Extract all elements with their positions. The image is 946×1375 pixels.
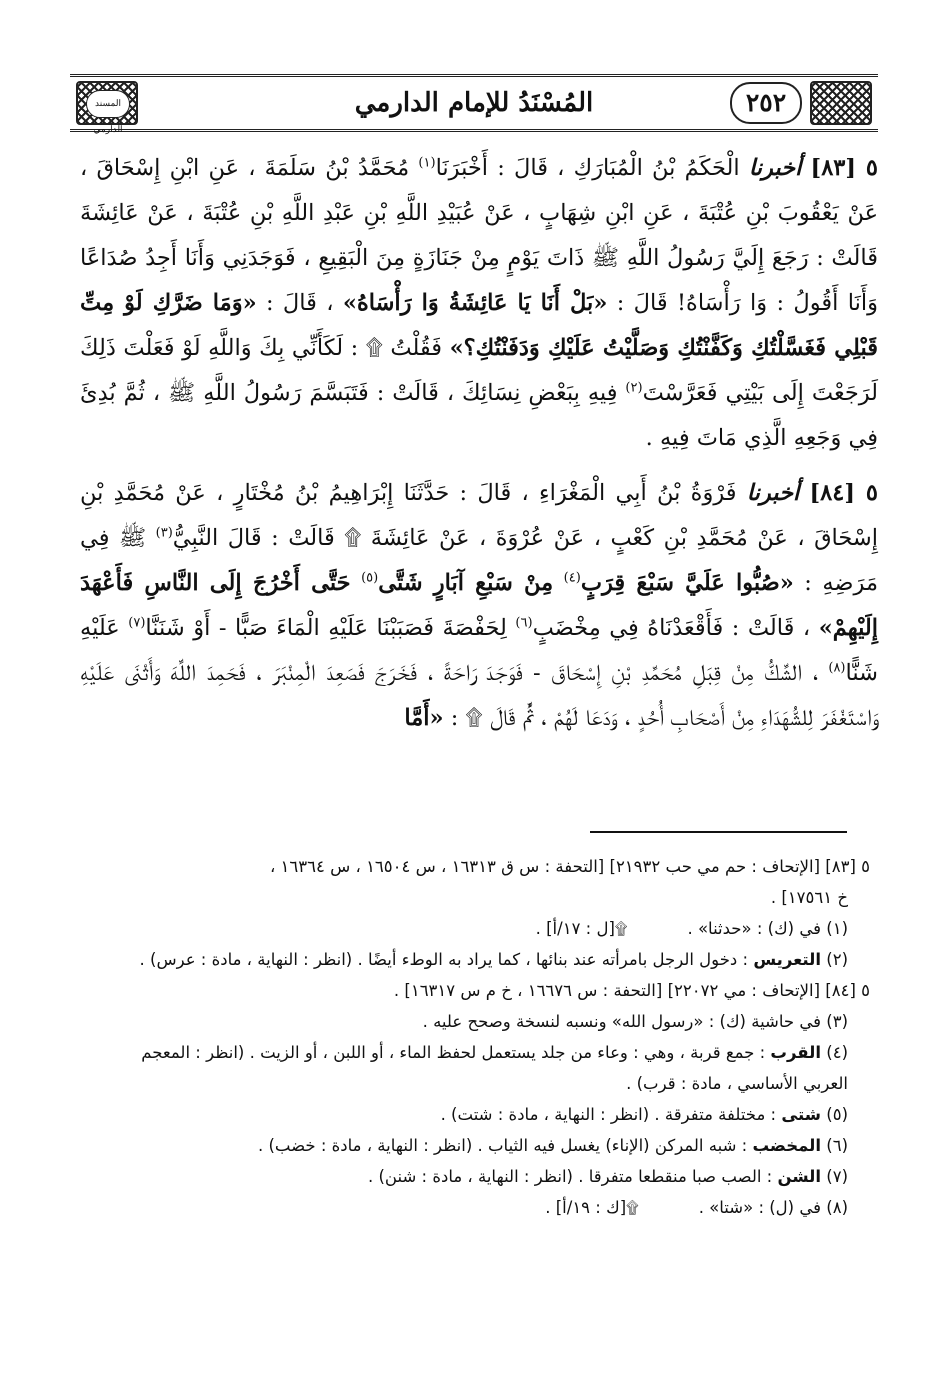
hadith-83	[80, 146, 878, 461]
hadith-number: ٥ [٨٤]	[809, 480, 878, 506]
footnote-83-cont: خ ١٧٥٦١] .	[770, 888, 848, 907]
hadith-text-segment: فَقُلْتُ ۩ : لَكَأَنِّي بِكَ وَاللَّهِ لَوْ فَعَلْتَ ذَلِكَ لَرَجَعْتَ إِلَى بَيْتِي فَعَرَّسْتَ	[80, 335, 878, 406]
footnote-1-row	[80, 913, 870, 944]
footnote-marker: (٥)	[361, 570, 379, 586]
prophetic-quote: حَتَّى أَخْرُجَ إِلَى النَّاسِ فَأَعْهَدَ إِلَيْهِمْ»	[80, 570, 879, 641]
footnote-term: المخضب	[752, 1136, 821, 1155]
prophetic-quote: «بَلْ أَنَا يَا عَائِشَةُ وَا رَأْسَاهُ»	[342, 290, 608, 316]
header-ornament-right	[810, 81, 872, 125]
footnote-label: (٦)	[826, 1136, 848, 1155]
hadith-text-segment: مُحَمَّدُ بْنُ سَلَمَةَ ، عَنِ ابْنِ إِسْحَاقَ ، عَنْ يَعْقُوبَ بْنِ عُتْبَةَ ، عَنِ ابْنِ شِهَابٍ ، عَنْ عُبَيْدِ اللَّهِ بْنِ عَبْدِ اللَّهِ بْنِ عُتْبَةَ ، عَنْ عَائِشَةَ قَالَتْ : رَجَعَ إِلَيَّ رَسُولُ اللَّهِ ﷺ ذَاتَ يَوْمٍ مِنْ جَنَازَةٍ مِنَ الْبَقِيعِ ، فَوَجَدَنِي وَأَنَا أَجِدُ صُدَاعًا وَأَنَا أَقُولُ : وَا رَأْسَاهُ! قَالَ :	[80, 155, 878, 316]
hadith-number: ٥ [٨٣]	[810, 155, 878, 181]
footnote-3: (٣) في حاشية (ك) : «رسول الله» ونسبه لنسخة وصحح عليه .	[422, 1012, 848, 1031]
footnote-label: (٤)	[826, 1043, 848, 1062]
footnote-marker: (٦)	[515, 615, 533, 631]
ornament-seal: المسند الدارمي	[86, 90, 130, 118]
footnote-term: التعريس	[753, 950, 821, 969]
footnotes	[80, 851, 870, 1223]
hadith-text-segment: فِيهِ بِبَعْضِ نِسَائِكَ ، قَالَتْ : فَتَبَسَّمَ رَسُولُ اللَّهِ ﷺ ، ثُمَّ بُدِئَ فِي وَجَعِهِ الَّذِي مَاتَ فِيهِ .	[80, 380, 878, 451]
footnote-4-cont: العربي الأساسي ، مادة : قرب) .	[626, 1074, 848, 1093]
page-number: ٢٥٢	[730, 82, 802, 124]
footnote-84: ٥ [٨٤] [الإتحاف : مي ٢٢٠٧٢] [التحفة : س ١٦٦٧٦ ، خ م س ١٦٣١٧] .	[393, 981, 870, 1000]
hadith-text-segment: ﷺ فِي مَرَضِهِ :	[80, 525, 878, 596]
footnote-label: (٢)	[826, 950, 848, 969]
footnote-marker: (٧)	[128, 615, 146, 631]
footnote-label: (٧)	[826, 1167, 848, 1186]
page-header	[70, 74, 878, 135]
hadith-text-segment: لِحَفْصَةَ فَصَبَبْنَا عَلَيْهِ الْمَاءَ صَبًّا - أَوْ شَنَنَّا	[145, 615, 507, 641]
footnote-term: القرب	[770, 1043, 821, 1062]
footnote-8-row	[80, 1192, 870, 1223]
prophetic-quote: مِنْ سَبْعِ آبَارٍ شَتَّى	[378, 570, 554, 596]
hadith-text-segment: ، قَالَ :	[266, 290, 334, 316]
footnote-5	[80, 1099, 870, 1130]
hadith-84-text	[80, 471, 878, 741]
hadith-text-segment: الْحَكَمُ بْنُ الْمُبَارَكِ ، قَالَ : أَخْبَرَنَا	[435, 155, 740, 181]
hadith-text-segment: ، قَالَتْ : فَأَقْعَدْنَاهُ فِي مِخْضَبٍ	[532, 615, 811, 641]
header-ornament-left	[76, 81, 138, 135]
footnote-1: (١) في (ك) : «حدثنا» .	[687, 919, 848, 938]
footnote-text: : الصب صبا منقطعا متفرقا . (انظر : النهاية ، مادة : شنن) .	[367, 1167, 773, 1186]
footnote-8: (٨) في (ل) : «شتا» .	[698, 1198, 848, 1217]
footnote-text: : شبه المركن (الإناء) يغسل فيه الثياب . (انظر : النهاية ، مادة : خضب) .	[257, 1136, 748, 1155]
footnote-1-ref: ۩[ل : ١٧/أ] .	[535, 919, 628, 938]
footnote-7	[80, 1161, 870, 1192]
prophetic-quote: «وَمَا ضَرَّكِ لَوْ مِتِّ قَبْلِي فَغَسَّلْتُكِ وَكَفَّنْتُكِ وَصَلَّيْتُ عَلَيْكِ وَدَفَنْتُكِ؟»	[80, 290, 878, 361]
footnote-marker: (٢)	[625, 380, 643, 396]
footnote-marker: (٤)	[563, 570, 581, 586]
footnote-term: الشن	[777, 1167, 821, 1186]
hadith-text-segment: عَلَيْهِ شَنًّا	[80, 615, 878, 686]
hadith-text-segment: فَرْوَةُ بْنُ أَبِي الْمَغْرَاءِ ، قَالَ : حَدَّثَنَا إِبْرَاهِيمُ بْنُ مُخْتَارٍ ، عَنْ مُحَمَّدِ بْنِ إِسْحَاقَ ، عَنْ مُحَمَّدِ بْنِ كَعْبٍ ، عَنْ عُرْوَةَ ، عَنْ عَائِشَةَ ۩ قَالَتْ : قَالَ النَّبِيُّ	[80, 480, 879, 551]
running-title: المُسْنَدُ للإمام الدارمي	[354, 88, 594, 118]
footnote-term: شتى	[781, 1105, 821, 1124]
footnote-marker: (٨)	[828, 660, 846, 676]
footnote-text: : مختلفة متفرقة . (انظر : النهاية ، مادة : شتت) .	[440, 1105, 777, 1124]
hadith-text-segment: ، الشَّكُّ مِنْ قِبَلِ مُحَمَّدِ بْنِ إِسْحَاقَ - فَوَجَدَ رَاحَةً ، فَخَرَجَ فَصَعِدَ الْمِنْبَرَ ، فَحَمِدَ اللَّهَ وَأَثْنَى عَلَيْهِ وَاسْتَغْفَرَ لِلشُّهَدَاءِ مِنْ أَصْحَابِ أُحُدٍ ، وَدَعَا لَهُمْ ، ثُمَّ قَالَ ۩ :	[80, 660, 878, 731]
prophetic-quote: «صُبُّوا عَلَيَّ سَبْعَ قِرَبٍ	[580, 570, 794, 596]
footnote-marker: (٣)	[155, 525, 173, 541]
main-text	[80, 146, 878, 751]
footnote-text: : جمع قربة ، وهي : وعاء من جلد يستعمل لحفظ الماء ، أو اللبن ، أو الزيت . (انظر : المعجم	[141, 1043, 766, 1062]
footnote-83: ٥ [٨٣] [الإتحاف : حم مي حب ٢١٩٣٢] [التحفة : س ق ١٦٣١٣ ، س ١٦٥٠٤ ، س ١٦٣٦٤ ،	[269, 857, 870, 876]
footnote-separator	[590, 831, 847, 833]
prophetic-quote: «أَمَّا	[404, 705, 444, 731]
footnote-6	[80, 1130, 870, 1161]
akhbarana-label: أخبرنا	[746, 480, 800, 506]
hadith-84	[80, 471, 878, 741]
footnote-text: : دخول الرجل بامرأته عند بنائها ، كما يراد به الوطء أيضًا . (انظر : النهاية ، مادة : عرس) .	[139, 950, 749, 969]
hadith-83-text	[80, 146, 878, 461]
footnote-marker: (١)	[418, 155, 436, 171]
akhbarana-label: أخبرنا	[748, 155, 802, 181]
footnote-label: (٥)	[826, 1105, 848, 1124]
footnote-2	[80, 944, 870, 975]
footnote-8-ref: ۩[ك : ١٩/أ] .	[545, 1198, 639, 1217]
footnote-4	[80, 1037, 870, 1068]
